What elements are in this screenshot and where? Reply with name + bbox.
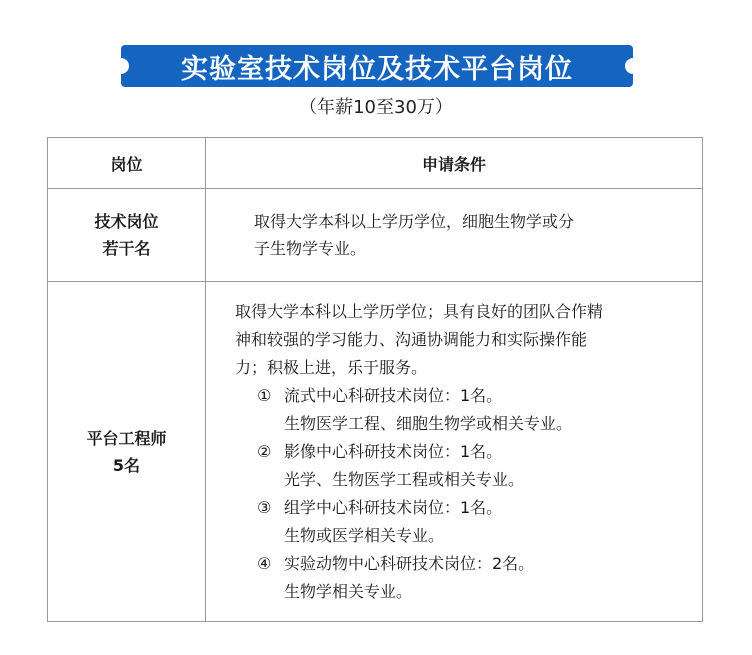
item-title: 影像中心科研技术岗位：1名。 xyxy=(284,441,503,461)
item-title: 实验动物中心科研技术岗位：2名。 xyxy=(284,553,535,573)
item-number: ③ xyxy=(257,497,272,517)
requirement-line: 力；积极上进，乐于服务。 xyxy=(235,357,428,377)
position-cell xyxy=(48,189,206,282)
requirements-cell xyxy=(206,189,703,282)
table-header-row xyxy=(48,138,703,189)
banner-title: 实验室技术岗位及技术平台岗位 xyxy=(181,53,573,85)
salary-subtitle: （年薪10至30万） xyxy=(299,97,453,118)
table-row xyxy=(48,189,703,282)
list-item xyxy=(235,550,682,606)
item-detail: 光学、生物医学工程或相关专业。 xyxy=(284,469,525,489)
item-number: ④ xyxy=(257,553,272,573)
item-detail: 生物或医学相关专业。 xyxy=(284,525,445,545)
requirement-line: 神和较强的学习能力、沟通协调能力和实际操作能 xyxy=(235,329,588,349)
item-detail: 生物学相关专业。 xyxy=(284,581,413,601)
requirement-line: 子生物学专业。 xyxy=(254,239,367,258)
table-row xyxy=(48,282,703,622)
position-name: 平台工程师 xyxy=(86,428,167,448)
requirement-line: 取得大学本科以上学历学位；具有良好的团队合作精 xyxy=(235,301,604,321)
banner-notch-left xyxy=(113,58,129,74)
item-detail: 生物医学工程、细胞生物学或相关专业。 xyxy=(284,413,573,433)
requirements-cell xyxy=(206,282,703,622)
list-item xyxy=(235,438,682,494)
requirement-intro xyxy=(235,298,682,382)
position-count: 5名 xyxy=(112,455,141,475)
item-title: 流式中心科研技术岗位：1名。 xyxy=(284,385,503,405)
item-title: 组学中心科研技术岗位：1名。 xyxy=(284,497,503,517)
section-banner xyxy=(121,45,633,87)
header-requirements: 申请条件 xyxy=(206,138,703,189)
position-cell xyxy=(48,282,206,622)
requirement-line: 取得大学本科以上学历学位，细胞生物学或分 xyxy=(254,212,575,231)
positions-table xyxy=(47,137,703,622)
item-number: ② xyxy=(257,441,272,461)
banner-notch-right xyxy=(625,58,641,74)
position-count: 若干名 xyxy=(102,239,151,258)
list-item xyxy=(235,382,682,438)
position-name: 技术岗位 xyxy=(94,212,159,231)
header-position: 岗位 xyxy=(48,138,206,189)
item-number: ① xyxy=(257,385,272,405)
list-item xyxy=(235,494,682,550)
